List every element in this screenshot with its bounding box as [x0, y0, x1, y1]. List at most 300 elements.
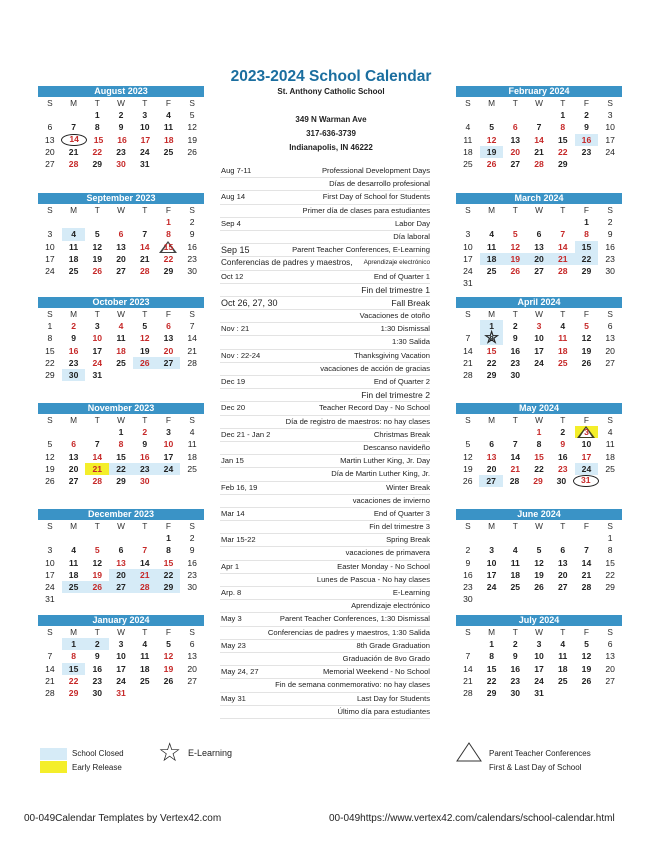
day-cell: 10	[581, 439, 592, 450]
day-cell	[180, 369, 204, 381]
day-cell: 6	[189, 639, 195, 650]
day-cell: 10	[534, 651, 544, 662]
day-cell: 1	[47, 321, 53, 332]
weekday-label: S	[189, 521, 195, 531]
event-date: Sep 4	[221, 218, 241, 228]
school-address	[215, 113, 447, 155]
day-cell: 2	[189, 217, 195, 228]
event-row	[220, 165, 430, 178]
event-text: Fin del trimestre 3	[369, 522, 430, 532]
week-row	[38, 438, 204, 450]
day-cell: 11	[69, 241, 79, 252]
day-cell: 27	[157, 357, 181, 369]
event-row	[220, 336, 430, 349]
day-cell: 29	[605, 581, 615, 592]
day-cell: 29	[157, 581, 181, 593]
event-date: Feb 16, 19	[221, 482, 258, 492]
weekday-label: T	[94, 415, 100, 425]
week-row	[456, 357, 622, 369]
day-cell: 17	[92, 345, 103, 356]
day-cell	[38, 426, 62, 438]
weekday-label: T	[512, 309, 518, 319]
day-cell	[598, 158, 622, 170]
event-text: E-Learning	[392, 588, 430, 597]
day-cell: 28	[463, 687, 473, 698]
day-cell: 5	[189, 110, 195, 121]
event-text: Vacaciones de otoño	[359, 311, 430, 321]
weekday-label: M	[488, 415, 496, 425]
day-cell: 18	[68, 253, 79, 264]
day-cell: 4	[512, 545, 518, 556]
weekday-label: F	[165, 309, 171, 319]
weekday-label: M	[488, 205, 496, 215]
address-city: Indianapolis, IN 46222	[289, 143, 373, 152]
day-cell: 17	[163, 451, 174, 462]
day-cell: 7	[142, 229, 148, 240]
event-date: Sep 15	[221, 245, 250, 256]
week-row	[38, 544, 204, 556]
day-cell: 12	[486, 134, 497, 145]
day-cell: 7	[71, 122, 76, 133]
weekday-label: F	[165, 627, 171, 637]
day-cell: 4	[118, 321, 124, 332]
week-row	[38, 650, 204, 662]
day-cell: 3	[465, 229, 471, 240]
day-cell: 26	[163, 675, 174, 686]
day-cell: 11	[558, 333, 568, 344]
day-cell	[503, 593, 527, 605]
day-cell: 11	[140, 651, 150, 662]
weekday-row	[456, 520, 622, 532]
event-row	[220, 178, 430, 191]
day-cell: 3	[47, 229, 53, 240]
day-cell	[598, 277, 622, 289]
event-row	[220, 482, 430, 495]
event-row	[220, 297, 430, 310]
week-row	[456, 345, 622, 357]
week-row	[38, 146, 204, 158]
event-text: Graduación de 8vo Grado	[342, 653, 430, 663]
weekday-label: F	[165, 415, 171, 425]
event-text: Aprendizaje electrónico	[351, 601, 430, 611]
day-cell	[480, 277, 504, 289]
weekday-label: T	[512, 521, 518, 531]
day-cell	[180, 475, 204, 487]
day-cell: 22	[45, 357, 55, 368]
day-cell: 1	[480, 320, 504, 332]
day-cell: 31	[139, 158, 150, 169]
weekday-label: S	[465, 627, 471, 637]
day-cell: 25	[116, 357, 126, 368]
day-cell: 22	[109, 463, 133, 475]
day-cell: 1	[94, 110, 100, 121]
day-cell: 26	[510, 265, 521, 276]
day-cell: 7	[536, 122, 542, 133]
day-cell: 1	[166, 217, 171, 228]
day-cell: 2	[607, 217, 613, 228]
day-cell: 5	[584, 321, 589, 332]
legend-closed-label: School Closed	[72, 749, 124, 758]
day-cell: 17	[534, 663, 544, 674]
day-cell: 5	[536, 545, 542, 556]
day-cell: 21	[463, 675, 473, 686]
day-cell: 9	[512, 651, 518, 662]
footer-left[interactable]: 00-049Calendar Templates by Vertex42.com	[24, 813, 222, 824]
day-cell	[551, 532, 575, 544]
month-october-2023	[38, 297, 204, 381]
event-text: Memorial Weekend - No School	[322, 667, 430, 677]
weekday-label: T	[94, 521, 100, 531]
week-row	[38, 687, 204, 699]
day-cell	[527, 277, 551, 289]
day-cell: 12	[581, 651, 592, 662]
day-cell: 28	[534, 158, 544, 169]
event-date: Jan 15	[221, 456, 244, 466]
week-row	[456, 134, 622, 146]
weekday-label: T	[142, 309, 148, 319]
day-cell	[456, 638, 480, 650]
day-cell: 22	[486, 357, 497, 368]
day-cell	[480, 426, 504, 438]
weekday-label: T	[512, 627, 518, 637]
day-cell: 26	[133, 357, 157, 369]
weekday-row	[456, 204, 622, 216]
day-cell: 26	[92, 265, 103, 276]
day-cell: 14	[510, 451, 521, 462]
event-text: Días de desarrollo profesional	[329, 179, 430, 189]
day-cell: 10	[534, 333, 544, 344]
day-cell: 4	[489, 229, 494, 240]
month-header: September 2023	[38, 193, 204, 204]
month-february-2024	[456, 86, 622, 170]
day-cell: 17	[581, 451, 592, 462]
day-cell: 26	[581, 675, 592, 686]
footer-right[interactable]: 00-049https://www.vertex42.com/calendars/school-calendar.html	[329, 813, 615, 824]
day-cell: 16	[92, 663, 103, 674]
day-cell	[527, 109, 551, 121]
day-cell: 10	[92, 333, 103, 344]
day-cell: 30	[187, 265, 197, 276]
day-cell: 13	[486, 451, 497, 462]
month-may-2024	[456, 403, 622, 487]
weekday-row	[38, 204, 204, 216]
week-row	[456, 369, 622, 381]
event-text: Primer día de clases para estudiantes	[302, 205, 430, 215]
weekday-label: S	[47, 627, 53, 637]
event-text: Día de Martin Luther King, Jr.	[331, 469, 430, 479]
day-cell	[85, 426, 109, 438]
day-cell: 14	[139, 557, 150, 568]
day-cell: 5	[465, 439, 471, 450]
day-cell: 2	[560, 427, 566, 438]
week-row	[38, 134, 204, 146]
event-date: May 31	[221, 693, 246, 703]
event-row	[220, 442, 430, 455]
day-cell: 23	[557, 463, 568, 474]
day-cell: 24	[116, 675, 126, 686]
day-cell: 27	[116, 265, 126, 276]
day-cell: 15	[486, 663, 497, 674]
day-cell	[527, 532, 551, 544]
day-cell: 4	[142, 639, 148, 650]
day-cell: 22	[68, 675, 79, 686]
day-cell: 5	[584, 639, 589, 650]
weekday-label: W	[535, 98, 543, 108]
day-cell: 6	[536, 229, 542, 240]
day-cell: 20	[187, 663, 197, 674]
week-row	[38, 357, 204, 369]
day-cell: 20	[45, 146, 55, 157]
event-text: First Day of School for Students	[322, 192, 430, 202]
week-row	[456, 277, 622, 289]
day-cell: 24	[486, 581, 497, 592]
day-cell: 16	[68, 345, 79, 356]
event-text: Último día para estudiantes	[337, 706, 430, 716]
week-row	[38, 109, 204, 121]
event-text: Parent Teacher Conferences, 1:30 Dismissal	[279, 614, 430, 624]
day-cell	[157, 687, 181, 699]
legend-early-label: Early Release	[72, 763, 122, 772]
day-cell: 23	[133, 463, 157, 475]
weekday-label: F	[165, 521, 171, 531]
month-january-2024	[38, 615, 204, 699]
month-header: May 2024	[456, 403, 622, 414]
weekday-label: W	[535, 309, 543, 319]
day-cell: 27	[605, 357, 615, 368]
day-cell: 20	[605, 345, 615, 356]
weekday-label: T	[560, 627, 566, 637]
event-row	[220, 257, 430, 270]
month-april-2024	[456, 297, 622, 381]
day-cell: 9	[118, 122, 124, 133]
day-cell: 2	[142, 427, 148, 438]
week-row	[38, 463, 204, 475]
weekday-label: T	[142, 98, 148, 108]
weekday-label: S	[189, 205, 195, 215]
event-row	[220, 218, 430, 231]
weekday-label: F	[165, 205, 171, 215]
weekday-label: W	[117, 98, 125, 108]
day-cell: 12	[534, 557, 544, 568]
day-cell	[598, 687, 622, 699]
day-cell: 28	[92, 475, 103, 486]
day-cell	[480, 593, 504, 605]
weekday-label: S	[465, 309, 471, 319]
event-text: vacaciones de invierno	[352, 495, 430, 505]
day-cell: 3	[47, 545, 53, 556]
day-cell	[456, 532, 480, 544]
day-cell: 9	[584, 122, 589, 133]
event-row	[220, 363, 430, 376]
day-cell: 9	[71, 333, 76, 344]
day-cell: 25	[557, 675, 568, 686]
day-cell: 30	[605, 265, 615, 276]
month-header: June 2024	[456, 509, 622, 520]
week-row	[38, 638, 204, 650]
day-cell: 23	[116, 146, 126, 157]
weekday-label: M	[70, 627, 78, 637]
day-cell: 12	[45, 451, 55, 462]
day-cell: 10	[45, 241, 55, 252]
day-cell: 2	[189, 533, 195, 544]
event-text: Christmas Break	[373, 429, 430, 439]
weekday-label: T	[560, 415, 566, 425]
day-cell: 21	[510, 463, 521, 474]
day-cell	[157, 475, 181, 487]
day-cell: 29	[533, 475, 543, 486]
day-cell: 4	[607, 427, 613, 438]
day-cell: 24	[463, 265, 473, 276]
day-cell	[551, 593, 575, 605]
day-cell: 28	[139, 265, 150, 276]
week-row	[456, 650, 622, 662]
weekday-row	[456, 97, 622, 109]
day-cell: 23	[510, 357, 521, 368]
day-cell: 7	[560, 229, 566, 240]
month-header: February 2024	[456, 86, 622, 97]
week-row	[456, 593, 622, 605]
event-row	[220, 205, 430, 218]
weekday-row	[38, 414, 204, 426]
weekday-label: T	[142, 521, 148, 531]
month-header: October 2023	[38, 297, 204, 308]
week-row	[38, 216, 204, 228]
event-text: Last Day for Students	[356, 693, 430, 703]
day-cell: 25	[163, 146, 174, 157]
day-cell: 5	[489, 122, 494, 133]
month-december-2023	[38, 509, 204, 605]
day-cell: 27	[534, 265, 544, 276]
day-cell: 7	[465, 333, 471, 344]
weekday-label: M	[70, 415, 78, 425]
day-cell: 15	[45, 345, 55, 356]
day-cell	[85, 532, 109, 544]
day-cell: 27	[605, 675, 615, 686]
event-text: Professional Development Days	[321, 166, 430, 175]
day-cell: 8	[166, 229, 171, 240]
day-cell: 26	[85, 581, 109, 593]
day-cell: 23	[187, 253, 197, 264]
event-row	[220, 231, 430, 244]
event-date: Oct 26, 27, 30	[221, 297, 278, 308]
day-cell: 24	[157, 463, 181, 475]
day-cell: 10	[139, 122, 150, 133]
weekday-label: T	[142, 627, 148, 637]
star-icon: ☆	[158, 737, 182, 767]
week-row	[456, 569, 622, 581]
weekday-row	[38, 97, 204, 109]
day-cell: 17	[45, 569, 55, 580]
weekday-label: S	[189, 627, 195, 637]
weekday-row	[38, 308, 204, 320]
day-cell: 29	[45, 369, 55, 380]
day-cell: 13	[116, 241, 126, 252]
weekday-label: S	[607, 98, 613, 108]
day-cell: 10	[116, 651, 126, 662]
day-cell: 22	[157, 569, 181, 581]
week-row	[456, 675, 622, 687]
day-cell: 2	[512, 321, 518, 332]
week-row	[456, 663, 622, 675]
day-cell: 9	[94, 651, 100, 662]
day-cell: 25	[510, 581, 521, 592]
event-text: Spring Break	[386, 535, 430, 545]
day-cell: 9	[189, 229, 195, 240]
day-cell: 6	[560, 545, 566, 556]
day-cell: 1	[560, 110, 566, 121]
week-row	[456, 121, 622, 133]
day-cell: 21	[45, 675, 55, 686]
day-cell: 7	[584, 545, 589, 556]
day-cell: 1	[166, 533, 171, 544]
day-cell: 19	[534, 569, 544, 580]
day-cell: 29	[92, 158, 103, 169]
day-cell: 16	[117, 134, 127, 145]
day-cell: 22	[605, 569, 615, 580]
day-cell: 4	[560, 321, 566, 332]
day-cell: 3	[489, 545, 494, 556]
week-row	[38, 121, 204, 133]
event-row	[220, 679, 430, 692]
day-cell: 24	[45, 581, 55, 592]
weekday-label: T	[94, 309, 100, 319]
weekday-label: S	[465, 205, 471, 215]
event-date: Nov : 22-24	[221, 350, 261, 360]
day-cell: 9	[512, 333, 518, 344]
weekday-label: T	[560, 98, 566, 108]
day-cell: 21	[68, 146, 79, 157]
day-cell: 25	[68, 265, 79, 276]
week-row	[456, 463, 622, 475]
day-cell: 27	[510, 158, 521, 169]
day-cell: 29	[581, 265, 592, 276]
day-cell: 20	[163, 345, 174, 356]
day-cell: 19	[92, 253, 103, 264]
day-cell	[133, 687, 157, 699]
week-row	[38, 557, 204, 569]
month-header: August 2023	[38, 86, 204, 97]
day-cell: 12	[510, 241, 521, 252]
day-cell	[38, 532, 62, 544]
day-cell: 7	[94, 439, 100, 450]
event-text: Descanso navideño	[363, 442, 430, 452]
day-cell	[38, 216, 62, 228]
day-cell: 12	[92, 241, 103, 252]
day-cell: 23	[187, 569, 197, 580]
address-phone: 317-636-3739	[306, 129, 356, 138]
weekday-label: F	[583, 627, 589, 637]
week-row	[38, 265, 204, 277]
day-cell: 15	[93, 134, 104, 145]
day-cell: 19	[187, 134, 198, 145]
day-cell	[527, 369, 551, 381]
day-cell: 9	[607, 229, 613, 240]
day-cell: 3	[536, 321, 542, 332]
day-cell: 23	[92, 675, 103, 686]
day-cell	[157, 369, 181, 381]
day-cell: 27	[187, 675, 197, 686]
day-cell: 6	[47, 122, 53, 133]
event-text: Parent Teacher Conferences, E-Learning	[292, 245, 430, 255]
event-row	[220, 429, 430, 442]
day-cell: 7	[465, 651, 471, 662]
event-text: End of Quarter 1	[373, 271, 430, 281]
month-july-2024	[456, 615, 622, 699]
day-cell: 10	[486, 557, 497, 568]
event-row	[220, 600, 430, 613]
day-cell: 19	[480, 146, 504, 158]
event-row	[220, 587, 430, 600]
